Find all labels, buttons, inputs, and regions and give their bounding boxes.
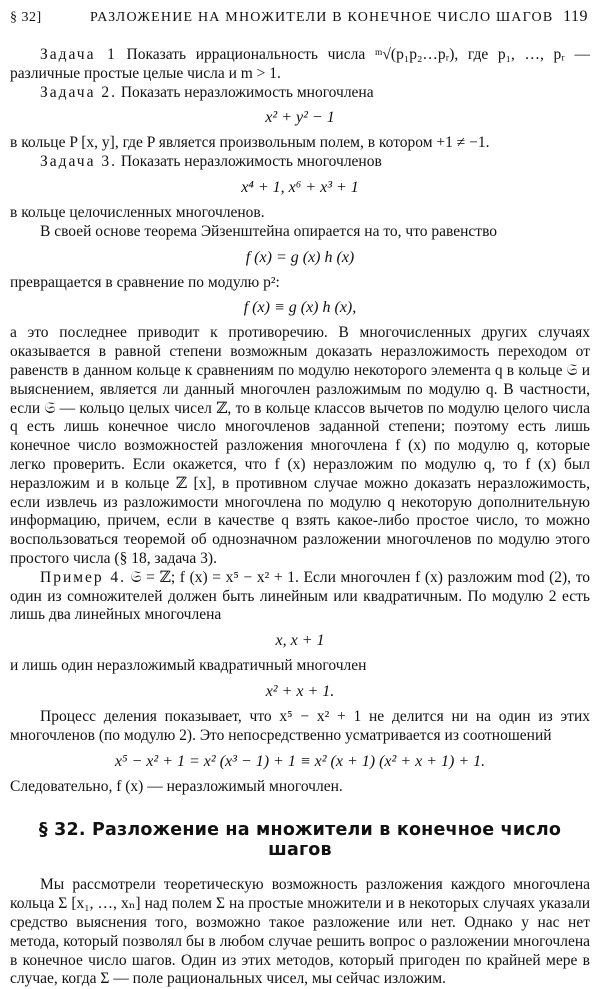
equation-task-3: x⁴ + 1, x⁶ + x³ + 1 [241, 178, 359, 196]
example-4-text: 𝔖 = ℤ; f (x) = x⁵ − x² + 1. Если многочлен f (x) разложим mod (2), то один из сомножителей должен быть линейным или квадратичным. По модулю 2 есть лишь два линейных многочлена [10, 568, 591, 624]
paragraph-main: а это последнее приводит к противоречию. В многочисленных других случаях оказывается в равной степени возможным доказать неразложимость переходом от равенств в данном кольце к сравнениям по модулю некоторого элемента q в кольце 𝔖 и выяснением, является ли данный многочлен разложимым по модулю q. В частности, если 𝔖 — кольцо целых чисел ℤ, то в кольце классов вычетов по модулю целого числа q есть лишь конечное число многочленов заданной степени; поэтому есть лишь конечное число возможностей разложения многочлена f (x) по модулю q, которые легко проверить. Если окажется, что f (x) неразложим по модулю q, то f (x) был неразложим и в кольце ℤ [x], в противном случае можно доказать неразложимость, если извлечь из разложимости многочлена по модулю q некоторую дополнительную информацию, причем, если в качестве q взять какое-либо простое число, то можно воспользоваться теоремой об однозначном разложении многочленов по модулю этого простого числа (§ 18, задача 3). [10, 324, 590, 567]
equation-congruence: f (x) ≡ g (x) h (x), [243, 299, 357, 317]
task-2-text: Показать неразложимость многочлена [120, 83, 374, 101]
example-4-mid: и лишь один неразложимый квадратичный многочлен [10, 657, 367, 675]
equation-quadratic: x² + x + 1. [265, 682, 335, 700]
task-2-label: Задача 2. [40, 83, 117, 101]
equation-linear: x, x + 1 [275, 632, 325, 650]
equation-task-2: x² + y² − 1 [265, 109, 335, 127]
example-4-after: Процесс деления показывает, что x⁵ − x² + 1 не делится ни на один из этих многочленов (по модулю 2). Это непосредственно усматривается из соотношений [10, 707, 590, 744]
page-number: 119 [563, 8, 588, 25]
task-1-text: Показать иррациональность числа ᵐ√(p₁p₂…pᵣ), где p₁, …, pᵣ — различные простые целые числа и m > 1. [10, 46, 590, 82]
example-4 [10, 569, 590, 625]
task-3-label: Задача 3. [40, 153, 117, 171]
task-2-after: в кольце P [x, y], где P является произвольным полем, в котором +1 ≠ −1. [10, 134, 490, 152]
paragraph-eisenstein: В своей основе теорема Эйзенштейна опирается на то, что равенство [40, 222, 498, 240]
section-heading: § 32. Разложение на множители в конечное число шагов [38, 820, 562, 861]
task-1-label: Задача 1 [40, 46, 117, 63]
section-32-text: Мы рассмотрели теоретическую возможность разложения каждого многочлена кольца Σ [x₁, …, xₙ] над полем Σ на простые множители и в некоторых случаях указали средство выяснения того, возможно такое разложение или нет. Однако у нас нет метода, который позволял бы в любом случае решить вопрос о разложении многочлена в конечное число шагов. Один из этих методов, который пригоден по крайней мере в случае, когда Σ — поле рациональных чисел, мы сейчас изложим. [10, 876, 590, 988]
task-3-after: в кольце целочисленных многочленов. [10, 203, 265, 221]
task-3 [10, 153, 590, 172]
equation-equality: f (x) = g (x) h (x) [245, 248, 355, 266]
running-header [10, 8, 588, 32]
header-title: РАЗЛОЖЕНИЕ НА МНОЖИТЕЛИ В КОНЕЧНОЕ ЧИСЛО ШАГОВ [90, 10, 554, 25]
task-2 [10, 84, 590, 103]
equation-division: x⁵ − x² + 1 = x² (x³ − 1) + 1 ≡ x² (x + 1) (x² + x + 1) + 1. [114, 752, 486, 770]
paragraph-congruence: превращается в сравнение по модулю p²: [10, 273, 280, 291]
task-3-text: Показать неразложимость многочленов [120, 153, 382, 171]
header-section-ref: § 32] [10, 10, 42, 25]
task-1 [10, 46, 590, 84]
page-body [10, 46, 590, 989]
example-4-conclusion: Следовательно, f (x) — неразложимый многочлен. [10, 777, 343, 795]
example-4-label: Пример 4. [40, 568, 126, 586]
